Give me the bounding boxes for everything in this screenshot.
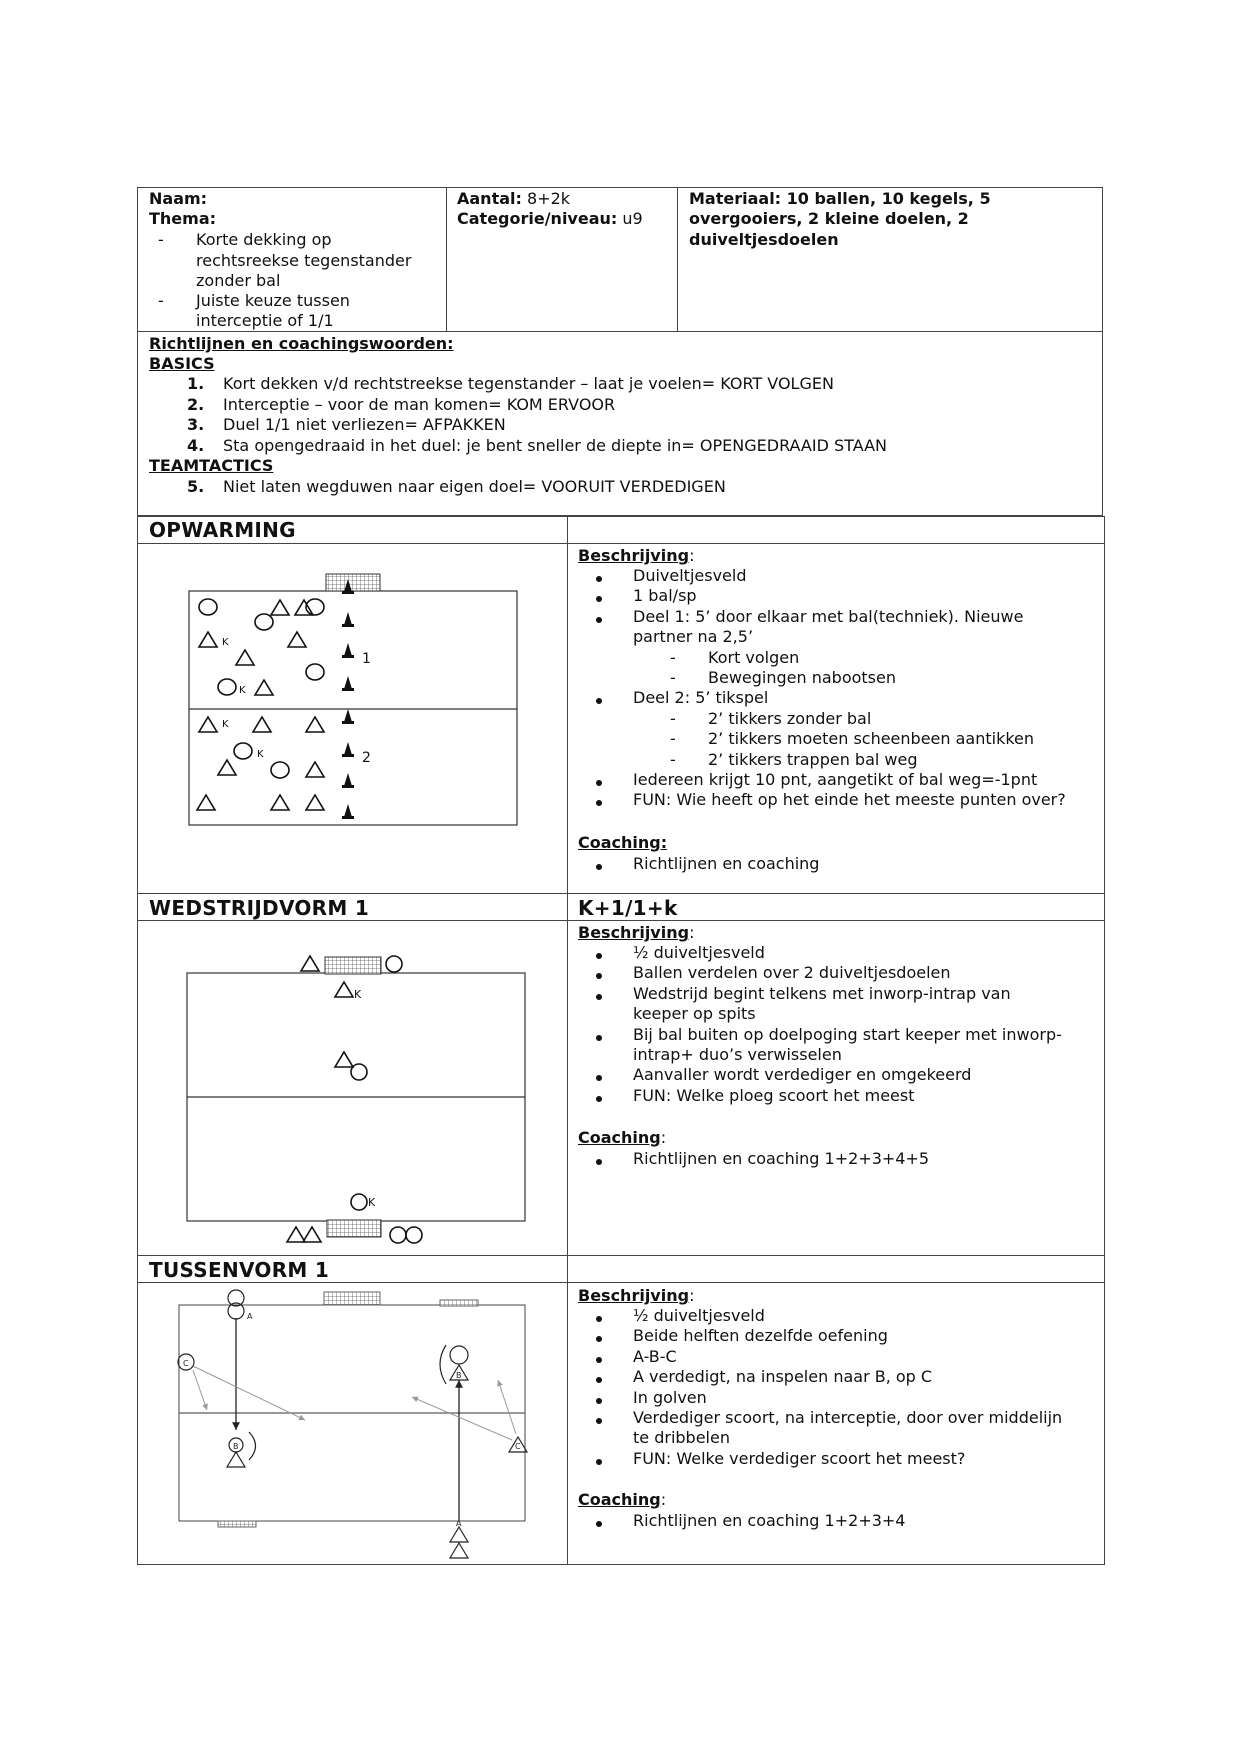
label-c: C [183,1359,189,1368]
player-triangle [450,1543,468,1558]
materiaal-line: Materiaal: 10 ballen, 10 kegels, 5 [689,189,991,208]
player-circle [450,1346,468,1364]
aantal-label: Aantal: [457,189,522,208]
run-curve [249,1432,256,1460]
thema-item: interceptie of 1/1 [196,311,334,330]
opwarming-item: partner na 2,5’ [633,627,754,647]
keeper-label: K [222,637,229,648]
dash-marker: - [670,708,676,728]
basics-text: Kort dekken v/d rechtstreekse tegenstander – laat je voelen= KORT VOLGEN [223,374,834,393]
opwarming-subitem: 2’ tikkers trappen bal weg [708,749,918,769]
run-arrow [193,1370,207,1410]
label-b: B [456,1371,462,1380]
dash-marker: - [670,749,676,769]
bullet [596,576,602,582]
opwarming-subitem: Bewegingen nabootsen [708,668,896,687]
opwarming-subitem: 2’ tikkers moeten scheenbeen aantikken [708,729,1035,749]
wedstrijdvorm-item: Bij bal buiten op doelpoging start keeper met inworp- [633,1024,1062,1044]
label-b: B [233,1442,239,1451]
tussenvorm-item: A verdedigt, na inspelen naar B, op C [633,1367,933,1387]
small-goal [218,1521,256,1527]
bullet [596,1035,602,1041]
opwarming-item: Iedereen krijgt 10 pnt, aangetikt of bal weg=-1pnt [633,770,1038,789]
bullet [596,1096,602,1102]
player-triangle [227,1452,245,1467]
materiaal-line: duiveltjesdoelen [689,230,839,249]
wedstrijdvorm-title: WEDSTRIJDVORM 1 [149,896,370,920]
tussenvorm-coaching-item: Richtlijnen en coaching 1+2+3+4 [633,1511,906,1530]
bullet [596,1459,602,1465]
naam-label: Naam: [149,189,208,208]
keeper-label: K [257,749,264,760]
opwarming-coaching-label: Coaching: [578,833,668,852]
teamtactics-num: 5. [187,477,205,496]
wedstrijdvorm-right-title: K+1/1+k [578,896,678,920]
player-triangle-a [450,1527,468,1542]
thema-dash: - [158,291,164,310]
tussenvorm-coaching: Coaching: [578,1490,667,1509]
bullet [596,994,602,1000]
wedstrijdvorm-coaching-item: Richtlijnen en coaching 1+2+3+4+5 [633,1149,930,1168]
keeper-label: K [222,719,229,730]
basics-text: Duel 1/1 niet verliezen= AFPAKKEN [223,415,506,434]
label-c: C [515,1442,521,1451]
opwarming-subitem: Kort volgen [708,647,800,667]
wedstrijdvorm-item: FUN: Welke ploeg scoort het meest [633,1085,915,1105]
cone-label-2: 2 [362,750,371,766]
basics-num: 4. [187,436,205,455]
opwarming-item: 1 bal/sp [633,586,697,606]
tussenvorm-item: Beide helften dezelfde oefening [633,1326,888,1346]
thema-label: Thema: [149,209,217,228]
bullet [596,1398,602,1404]
label-a: A [456,1519,462,1528]
goal-net [324,1292,380,1305]
aantal-value: 8+2k [527,189,571,208]
teamtactics-label: TEAMTACTICS [149,456,274,475]
bullet [596,1316,602,1322]
wedstrijdvorm-item: keeper op spits [633,1004,756,1024]
tussenvorm-item: A-B-C [633,1346,677,1366]
bullet [596,953,602,959]
tussenvorm-title: TUSSENVORM 1 [149,1258,330,1282]
basics-num: 3. [187,415,205,434]
wedstrijdvorm-item: intrap+ duo’s verwisselen [633,1045,842,1064]
basics-label: BASICS [149,354,215,373]
run-curve [440,1345,446,1384]
cone-label-1: 1 [362,651,371,667]
opwarming-title: OPWARMING [149,518,296,542]
keeper-label: K [368,1196,376,1209]
wedstrijdvorm-beschrijving: Beschrijving: [578,923,695,942]
basics-text: Interceptie – voor de man komen= KOM ERVOOR [223,395,616,414]
keeper-label: K [239,685,246,696]
run-arrow [498,1380,516,1434]
materiaal-line: overgooiers, 2 kleine doelen, 2 [689,209,969,228]
small-goal [440,1300,478,1306]
opwarming-beschrijving: Beschrijving: [578,546,695,565]
wedstrijdvorm-item: Wedstrijd begint telkens met inworp-intrap van [633,983,1011,1003]
bullet [596,1357,602,1363]
keeper-label: K [354,988,362,1001]
tussenvorm-beschrijving: Beschrijving: [578,1286,695,1305]
categorie-label: Categorie/niveau: [457,209,618,228]
bullet [596,1418,602,1424]
run-arrow [193,1366,305,1420]
basics-num: 1. [187,374,205,393]
bullet [596,780,602,786]
tussenvorm-item: In golven [633,1387,707,1407]
run-arrow [412,1397,512,1440]
tussenvorm-item: te dribbelen [633,1428,730,1448]
wedstrijdvorm-item: ½ duiveltjesveld [633,943,765,962]
wedstrijdvorm-coaching: Coaching: [578,1128,667,1147]
opwarming-item: Deel 1: 5’ door elkaar met bal(techniek). Nieuwe [633,606,1024,626]
opwarming-item: Duiveltjesveld [633,566,747,585]
basics-text: Sta opengedraaid in het duel: je bent sneller de diepte in= OPENGEDRAAID STAAN [223,436,887,455]
richtlijnen-title: Richtlijnen en coachingswoorden: [149,334,454,353]
dash-marker: - [670,668,676,687]
opwarming-subitem: 2’ tikkers zonder bal [708,708,872,728]
dash-marker: - [670,647,676,667]
teamtactics-text: Niet laten wegduwen naar eigen doel= VOORUIT VERDEDIGEN [223,477,726,496]
opwarming-item: Deel 2: 5’ tikspel [633,688,769,708]
label-a: A [247,1312,253,1321]
opwarming-coaching-item: Richtlijnen en coaching [633,854,820,873]
thema-item: Juiste keuze tussen [196,291,350,310]
tussenvorm-item: ½ duiveltjesveld [633,1306,765,1325]
wedstrijdvorm-item: Aanvaller wordt verdediger en omgekeerd [633,1065,972,1085]
categorie-value: u9 [622,209,643,228]
wedstrijdvorm-item: Ballen verdelen over 2 duiveltjesdoelen [633,963,951,983]
basics-num: 2. [187,395,205,414]
tussenvorm-item: FUN: Welke verdediger scoort het meest? [633,1448,966,1468]
thema-dash: - [158,230,164,249]
dash-marker: - [670,729,676,749]
thema-item: zonder bal [196,271,281,290]
thema-item: rechtsreekse tegenstander [196,251,412,270]
bullet [596,617,602,623]
opwarming-item: FUN: Wie heeft op het einde het meeste punten over? [633,790,1066,810]
thema-item: Korte dekking op [196,230,332,249]
tussenvorm-item: Verdediger scoort, na interceptie, door over middelijn [633,1408,1063,1427]
